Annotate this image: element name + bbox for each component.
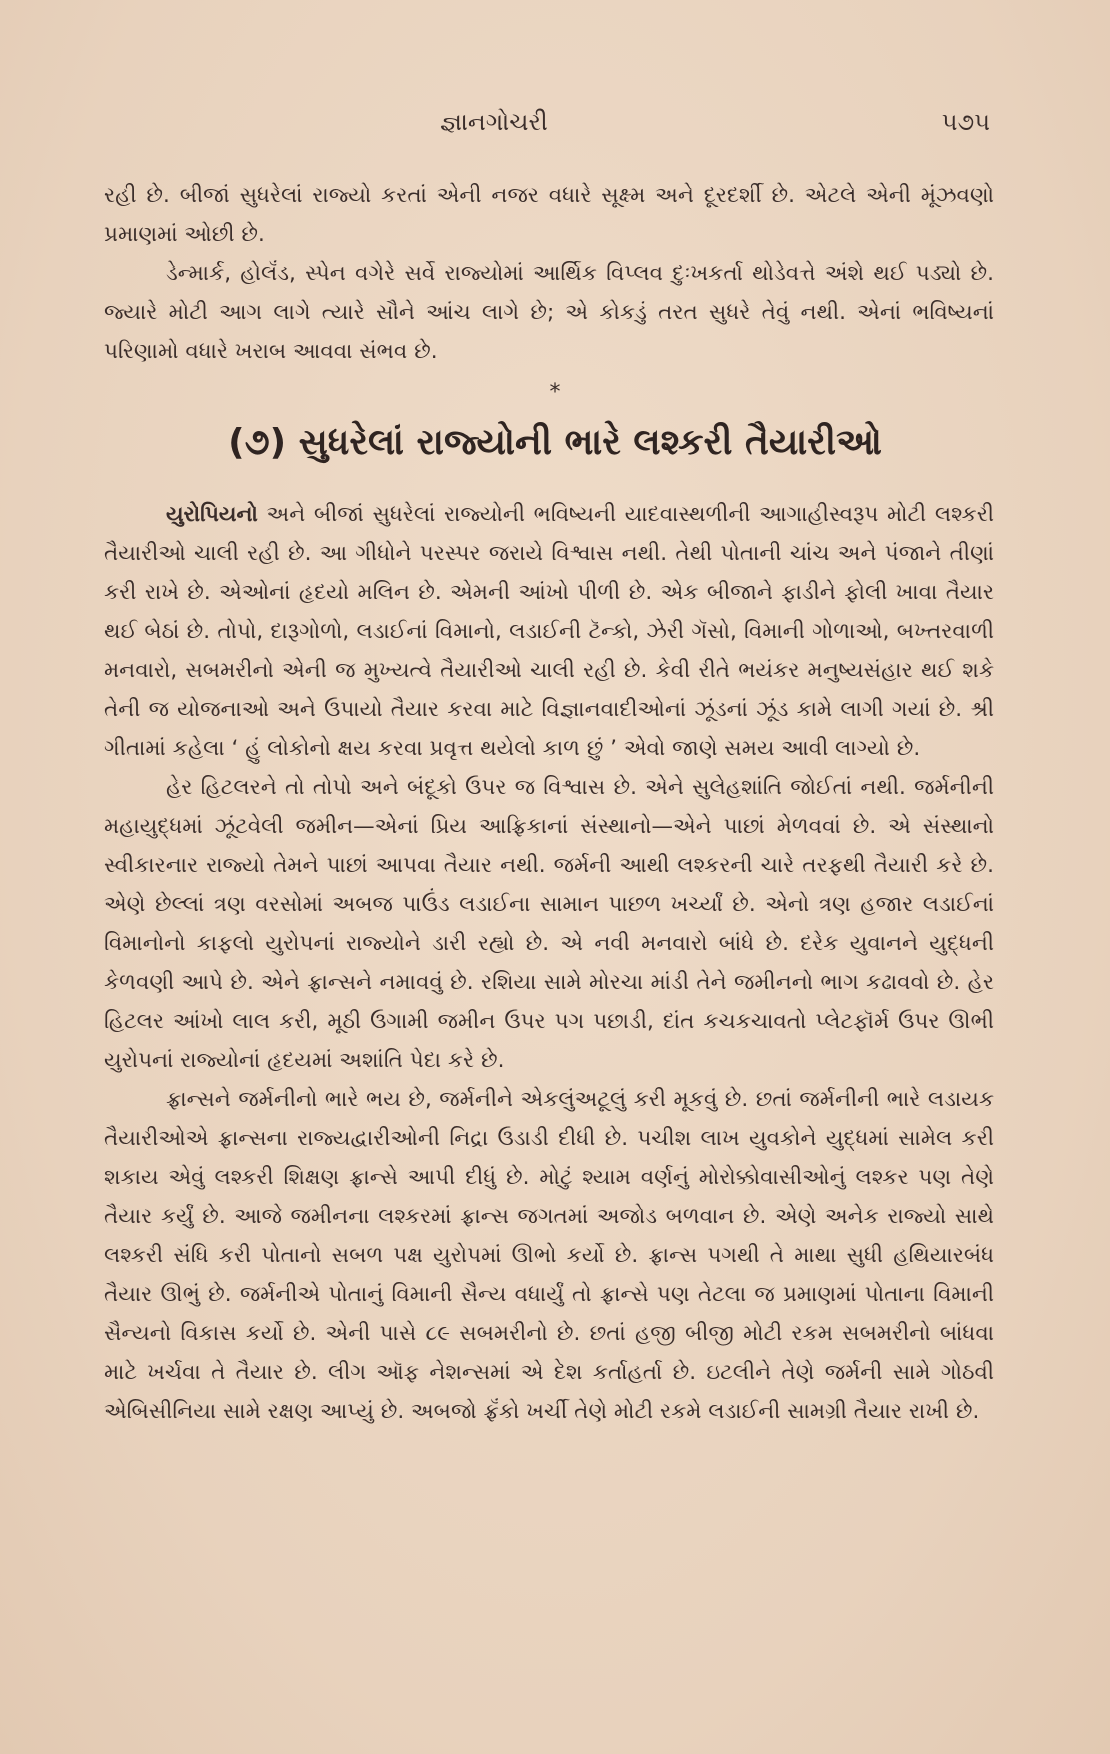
intro-paragraph-1: રહી છે. બીજાં સુધરેલાં રાજ્યો કરતાં એની નજર વધારે સૂક્ષ્મ અને દૂરદર્શી છે. એટલે એની મૂંઝવણો પ્રમાણમાં ઓછી છે. [104, 183, 994, 247]
chapter-paragraph-3: ફ્રાન્સને જર્મનીનો ભારે ભય છે, જર્મનીને એકલુંઅટૂલું કરી મૂકવું છે. છતાં જર્મનીની ભારે લડાયક તૈયારીઓએ ફ્રાન્સના રાજ્યદ્વારીઓની નિદ્રા ઉડાડી દીધી છે. પચીશ લાખ યુવકોને યુદ્ધમાં સામેલ કરી શકાય એવું લશ્કરી શિક્ષણ ફ્રાન્સે આપી દીધું છે. મોટું શ્યામ વર્ણનું મોરોક્કોવાસીઓનું લશ્કર પણ તેણે તૈયાર કર્યું છે. આજે જમીનના લશ્કરમાં ફ્રાન્સ જગતમાં અજોડ બળવાન છે. એણે અનેક રાજ્યો સાથે લશ્કરી સંધિ કરી પોતાનો સબળ પક્ષ યુરોપમાં ઊભો કર્યો છે. ફ્રાન્સ પગથી તે માથા સુધી હથિયારબંધ તૈયાર ઊભું છે. જર્મનીએ પોતાનું વિમાની સૈન્ય વધાર્યું તો ફ્રાન્સે પણ તેટલા જ પ્રમાણમાં પોતાના વિમાની સૈન્યનો વિકાસ કર્યો છે. એની પાસે ૮૯ સબમરીનો છે. છતાં હજી બીજી મોટી રકમ સબમરીનો બાંધવા માટે ખર્ચવા તે તૈયાર છે. લીગ ઑફ નેશન્સમાં એ દેશ કર્તાહર્તા છે. ઇટલીને તેણે જર્મની સામે ગોઠવી એબિસીનિયા સામે રક્ષણ આપ્યું છે. અબજો ફ્રૅંકો ખર્ચી તેણે મોટી રકમે લડાઈની સામગ્રી તૈયાર રાખી છે. [104, 1087, 994, 1424]
chapter-paragraph-2: હેર હિટલરને તો તોપો અને બંદૂકો ઉપર જ વિશ્વાસ છે. એને સુલેહશાંતિ જોઈતાં નથી. જર્મનીની મહાયુદ્ધમાં ઝૂંટવેલી જમીન—એનાં પ્રિય આફ્રિકાનાં સંસ્થાનો—એને પાછાં મેળવવાં છે. એ સંસ્થાનો સ્વીકારનાર રાજ્યો તેમને પાછાં આપવા તૈયાર નથી. જર્મની આથી લશ્કરની ચારે તરફથી તૈયારી કરે છે. એણે છેલ્લાં ત્રણ વરસોમાં અબજ પાઉંડ લડાઈના સામાન પાછળ ખર્ચ્યાં છે. એનો ત્રણ હજાર લડાઈનાં વિમાનોનો કાફલો યુરોપનાં રાજ્યોને ડારી રહ્યો છે. એ નવી મનવારો બાંધે છે. દરેક યુવાનને યુદ્ધની કેળવણી આપે છે. એને ફ્રાન્સને નમાવવું છે. રશિયા સામે મોરચા માંડી તેને જમીનનો ભાગ કઢાવવો છે. હેર હિટલર આંખો લાલ કરી, મૂઠી ઉગામી જમીન ઉપર પગ પછાડી, દાંત કચકચાવતો પ્લેટફૉર્મ ઉપર ઊભી યુરોપનાં રાજ્યોનાં હૃદયમાં અશાંતિ પેદા કરે છે. [104, 775, 994, 1073]
chapter-heading: (૭) સુધરેલાં રાજ્યોની ભારે લશ્કરી તૈયારીઓ [228, 422, 882, 463]
running-header [0, 108, 1110, 148]
running-title: જ્ઞાનગોચરી [440, 108, 548, 136]
intro-paragraph-2: ડેન્માર્ક, હોલૅંડ, સ્પેન વગેરે સર્વે રાજ્યોમાં આર્થિક વિપ્લવ દુઃખકર્તા થોડેવત્તે અંશે થઈ પડ્યો છે. જ્યારે મોટી આગ લાગે ત્યારે સૌને આંચ લાગે છે; એ કોકડું તરત સુધરે તેવું નથી. એનાં ભવિષ્યનાં પરિણામો વધારે ખરાબ આવવા સંભવ છે. [104, 261, 994, 364]
section-separator: * [549, 380, 561, 405]
lead-word: યુરોપિયનો [166, 502, 258, 527]
page-number: ૫૭૫ [941, 108, 990, 136]
chapter-paragraph-1-text: અને બીજાં સુધરેલાં રાજ્યોની ભવિષ્યની યાદવાસ્થળીની આગાહીસ્વરૂપ મોટી લશ્કરી તૈયારીઓ ચાલી રહી છે. આ ગીધોને પરસ્પર જરાયે વિશ્વાસ નથી. તેથી પોતાની ચાંચ અને પંજાને તીણાં કરી રાખે છે. એઓનાં હૃદયો મલિન છે. એમની આંખો પીળી છે. એક બીજાને ફાડીને ફોલી ખાવા તૈયાર થઈ બેઠાં છે. તોપો, દારૂગોળો, લડાઈનાં વિમાનો, લડાઈની ટૅન્કો, ઝેરી ગૅસો, વિમાની ગોળાઓ, બખ્તરવાળી મનવારો, સબમરીનો એની જ મુખ્યત્વે તૈયારીઓ ચાલી રહી છે. કેવી રીતે ભયંકર મનુષ્યસંહાર થઈ શકે તેની જ યોજનાઓ અને ઉપાયો તૈયાર કરવા માટે વિજ્ઞાનવાદીઓનાં ઝૂંડનાં ઝૂંડ કામે લાગી ગયાં છે. શ્રી ગીતામાં કહેલા ‘ હું લોકોનો ક્ષય કરવા પ્રવૃત્ત થયેલો કાળ છું ’ એવો જાણે સમય આવી લાગ્યો છે. [104, 502, 994, 761]
intro-text [104, 176, 994, 371]
chapter-body [104, 495, 994, 1431]
chapter-paragraph-1 [104, 495, 994, 768]
